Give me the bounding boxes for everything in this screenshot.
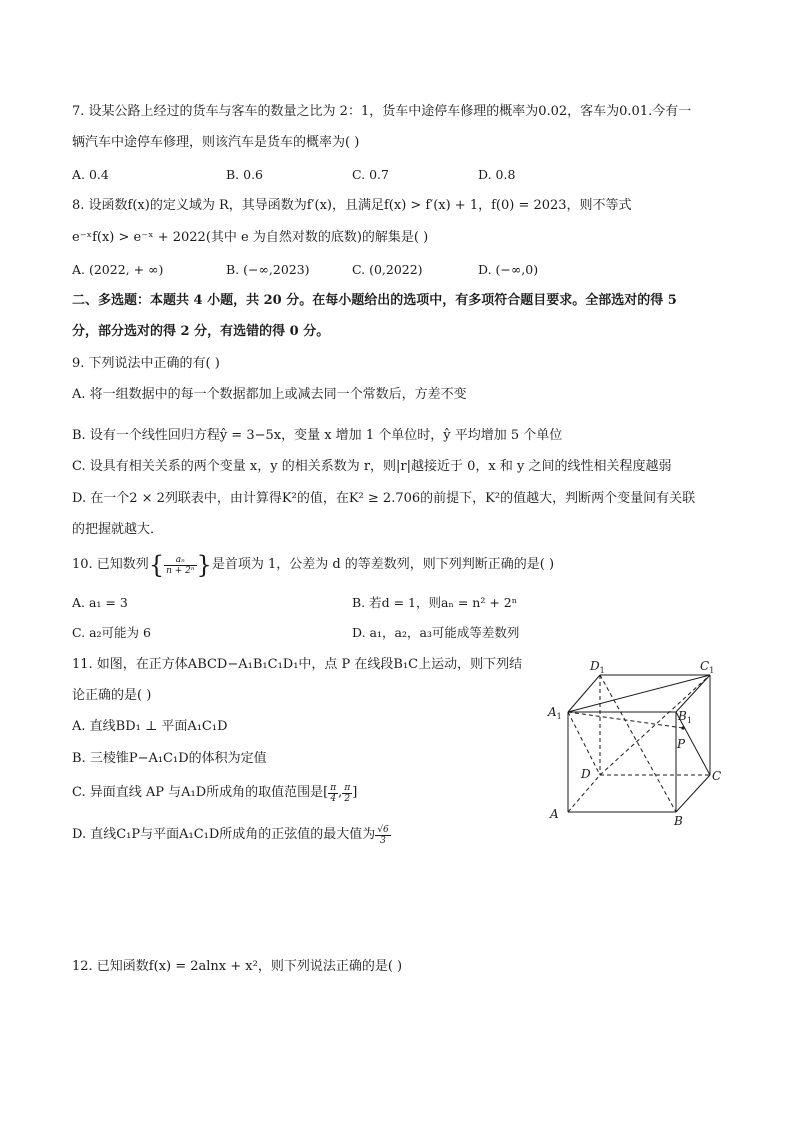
- q8-stem-line2: e⁻ˣf(x) > e⁻ˣ + 2022(其中 e 为自然对数的底数)的解集是( ): [72, 230, 429, 245]
- right-bracket: ]: [352, 785, 358, 800]
- q8-option-b: B. (−∞,2023): [226, 262, 310, 277]
- sqrt6-over-3-fraction: [375, 825, 390, 846]
- q9-stem: 9. 下列说法中正确的有( ): [72, 356, 220, 371]
- pi-over-4-fraction: [328, 783, 338, 804]
- fraction-denominator: n + 2ⁿ: [166, 565, 195, 576]
- label-a1: $A_1$: [548, 705, 562, 721]
- label-b1: $B_1$: [678, 709, 692, 725]
- label-d: D: [581, 767, 591, 781]
- fraction-numerator: π: [330, 782, 337, 793]
- section2-instructions-line2: 分，部分选对的得 2 分，有选错的得 0 分。: [72, 324, 330, 339]
- q10-option-b: B. 若d = 1，则aₙ = n² + 2ⁿ: [352, 595, 518, 610]
- q9-option-d-line1: D. 在一个2 × 2列联表中，由计算得K²的值，在K² ≥ 2.706的前提下，K²的值越大，判断两个变量间有关联: [72, 491, 696, 506]
- q9-option-d-line2: 的把握就越大．: [72, 522, 164, 537]
- q7-stem-line2: 辆汽车中途停车修理，则该汽车是货车的概率为( ): [72, 135, 360, 150]
- q12-stem: 12. 已知函数f(x) = 2alnx + x²，则下列说法正确的是( ): [72, 959, 403, 974]
- q8-option-d: D. (−∞,0): [478, 262, 539, 277]
- fraction-denominator: 3: [380, 835, 386, 846]
- label-c: C: [712, 769, 722, 783]
- q10-stem: [72, 552, 554, 578]
- q11-option-d: [72, 822, 391, 848]
- pi-over-2-fraction: [342, 783, 352, 804]
- label-b: B: [674, 814, 683, 828]
- q11-option-c-text: C. 异面直线 AP 与A₁D所成角的取值范围是[: [72, 785, 329, 800]
- fraction-numerator: aₙ: [164, 555, 196, 566]
- q11-option-c: [72, 781, 357, 805]
- point-p: [681, 726, 684, 729]
- edge-b1-c1: [676, 675, 710, 712]
- q10-stem-suffix: 是首项为 1，公差为 d 的等差数列，则下列判断正确的是( ): [211, 557, 555, 572]
- q10-option-d: D. a₁，a₂，a₃可能成等差数列: [352, 625, 520, 640]
- hidden-diagonal-d1-b: [600, 675, 676, 812]
- q11-option-a: A. 直线BD₁ ⊥ 平面A₁C₁D: [72, 719, 228, 734]
- q8-stem-line1: 8. 设函数f(x)的定义域为 R，其导函数为f′(x)，且满足f(x) > f′(x) + 1，f(0) = 2023，则不等式: [72, 198, 632, 213]
- fraction-denominator: 4: [330, 793, 337, 804]
- label-c1: $C_1$: [700, 659, 715, 675]
- q10-option-a: A. a₁ = 3: [72, 595, 128, 610]
- q11-stem-line1: 11. 如图，在正方体ABCD−A₁B₁C₁D₁中，点 P 在线段B₁C上运动，则下列结: [72, 657, 523, 672]
- q7-option-c: C. 0.7: [352, 167, 389, 182]
- q7-option-a: A. 0.4: [72, 167, 109, 182]
- cube-figure: [540, 650, 740, 830]
- section2-instructions-line1: 二、多选题：本题共 4 小题，共 20 分。在每小题给出的选项中，有多项符合题目要求。全部选对的得 5: [72, 293, 677, 308]
- q9-option-c: C. 设具有相关关系的两个变量 x，y 的相关系数为 r，则|r|越接近于 0，x 和 y 之间的线性相关程度越弱: [72, 459, 672, 474]
- diagonal-a1-c1: [568, 675, 710, 712]
- label-d1: $D_1$: [590, 659, 605, 675]
- label-a: A: [550, 807, 559, 821]
- fraction-numerator: π: [344, 782, 351, 793]
- q10-stem-prefix: 10. 已知数列: [72, 557, 149, 572]
- q10-option-c: C. a₂可能为 6: [72, 625, 151, 640]
- left-brace: {: [148, 551, 165, 579]
- q8-option-a: A. (2022, + ∞): [72, 262, 164, 277]
- hidden-segment-a1-d: [568, 712, 600, 775]
- q9-option-b: B. 设有一个线性回归方程ŷ = 3−5x，变量 x 增加 1 个单位时，ŷ 平均增加 5 个单位: [72, 428, 563, 443]
- hidden-segment-d-c1: [600, 675, 710, 775]
- label-p: P: [677, 737, 686, 751]
- edge-a1-d1: [568, 675, 600, 712]
- q11-stem-line2: 论正确的是( ): [72, 688, 152, 703]
- edge-b-c: [676, 775, 710, 812]
- comma: ,: [338, 785, 343, 800]
- right-brace: }: [196, 551, 212, 579]
- q10-sequence-fraction: [164, 555, 196, 576]
- hidden-segment-a1-p: [568, 712, 683, 728]
- q11-option-b: B. 三棱锥P−A₁C₁D的体积为定值: [72, 751, 267, 766]
- q11-option-d-text: D. 直线C₁P与平面A₁C₁D所成角的正弦值的最大值为: [72, 827, 376, 842]
- q7-option-d: D. 0.8: [478, 167, 516, 182]
- q9-option-a: A. 将一组数据中的每一个数据都加上或减去同一个常数后，方差不变: [72, 387, 467, 402]
- q8-option-c: C. (0,2022): [352, 262, 423, 277]
- q7-stem-line1: 7. 设某公路上经过的货车与客车的数量之比为 2：1，货车中途停车修理的概率为0.02，客车为0.01.今有一: [72, 104, 692, 119]
- fraction-numerator: √6: [377, 824, 389, 835]
- q7-option-b: B. 0.6: [226, 167, 264, 182]
- fraction-denominator: 2: [344, 793, 351, 804]
